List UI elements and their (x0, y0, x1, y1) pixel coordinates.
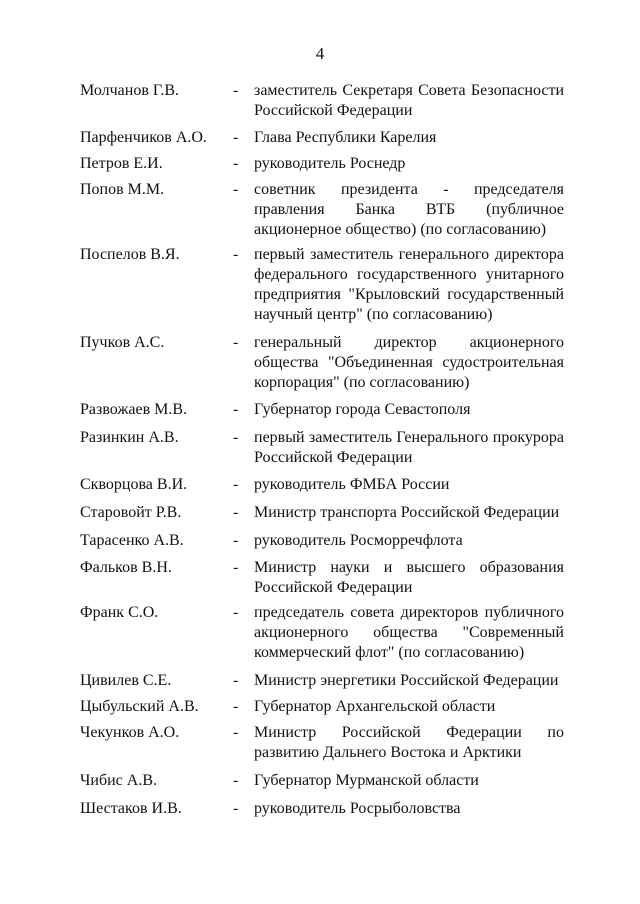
person-name: Старовойт Р.В. (80, 504, 182, 521)
person-name: Цивилев С.Е. (80, 672, 172, 689)
separator-dash: - (233, 724, 239, 741)
person-role: советник президента - председателя правления Банка ВТБ (публичное акционерное общество) (по согласованию) (254, 181, 564, 238)
separator-dash: - (233, 246, 239, 263)
person-role: Губернатор Архангельской области (254, 698, 496, 715)
person-name: Чекунков А.О. (80, 724, 180, 741)
person-role: руководитель Росморречфлота (254, 532, 463, 549)
separator-dash: - (233, 129, 239, 146)
person-role: первый заместитель генерального директора федерального государственного унитарного предприятия "Крыловский государственный научный центр" (по согласованию) (254, 246, 564, 323)
separator-dash: - (233, 772, 239, 789)
separator-dash: - (233, 800, 239, 817)
person-role: руководитель Росрыболовства (254, 800, 461, 817)
person-name: Шестаков И.В. (80, 800, 182, 817)
person-name: Фальков В.Н. (80, 559, 172, 576)
person-name: Попов М.М. (80, 181, 165, 198)
person-name: Пучков А.С. (80, 334, 165, 351)
separator-dash: - (233, 334, 239, 351)
separator-dash: - (233, 181, 239, 198)
person-role: руководитель Роснедр (254, 155, 406, 172)
person-name: Чибис А.В. (80, 772, 157, 789)
separator-dash: - (233, 504, 239, 521)
person-name: Разинкин А.В. (80, 429, 179, 446)
person-role: Министр науки и высшего образования Российской Федерации (254, 559, 564, 596)
person-name: Молчанов Г.В. (80, 82, 179, 99)
person-name: Цыбульский А.В. (80, 698, 199, 715)
person-role: Губернатор города Севастополя (254, 401, 471, 418)
person-role: заместитель Секретаря Совета Безопасности Российской Федерации (254, 82, 564, 119)
person-role: председатель совета директоров публичного акционерного общества "Современный коммерческий флот" (по согласованию) (254, 604, 564, 661)
person-role: генеральный директор акционерного общества "Объединенная судостроительная корпорация" (по согласованию) (254, 334, 564, 391)
separator-dash: - (233, 401, 239, 418)
person-name: Развожаев М.В. (80, 401, 188, 418)
person-role: руководитель ФМБА России (254, 476, 450, 493)
person-role: Губернатор Мурманской области (254, 772, 479, 789)
person-role: Министр энергетики Российской Федерации (254, 672, 559, 689)
separator-dash: - (233, 698, 239, 715)
page-number: 4 (315, 44, 325, 63)
separator-dash: - (233, 429, 239, 446)
person-role: Глава Республики Карелия (254, 129, 437, 146)
separator-dash: - (233, 604, 239, 621)
person-role: первый заместитель Генерального прокурора Российской Федерации (254, 429, 564, 466)
person-name: Петров Е.И. (80, 155, 163, 172)
person-name: Поспелов В.Я. (80, 246, 180, 263)
separator-dash: - (233, 476, 239, 493)
separator-dash: - (233, 532, 239, 549)
person-role: Министр транспорта Российской Федерации (254, 504, 560, 521)
person-name: Тарасенко А.В. (80, 532, 184, 549)
person-name: Франк С.О. (80, 604, 159, 621)
separator-dash: - (233, 155, 239, 172)
separator-dash: - (233, 559, 239, 576)
person-name: Парфенчиков А.О. (80, 129, 207, 146)
person-role: Министр Российской Федерации по развитию Дальнего Востока и Арктики (254, 724, 564, 761)
separator-dash: - (233, 82, 239, 99)
person-name: Скворцова В.И. (80, 476, 188, 493)
separator-dash: - (233, 672, 239, 689)
